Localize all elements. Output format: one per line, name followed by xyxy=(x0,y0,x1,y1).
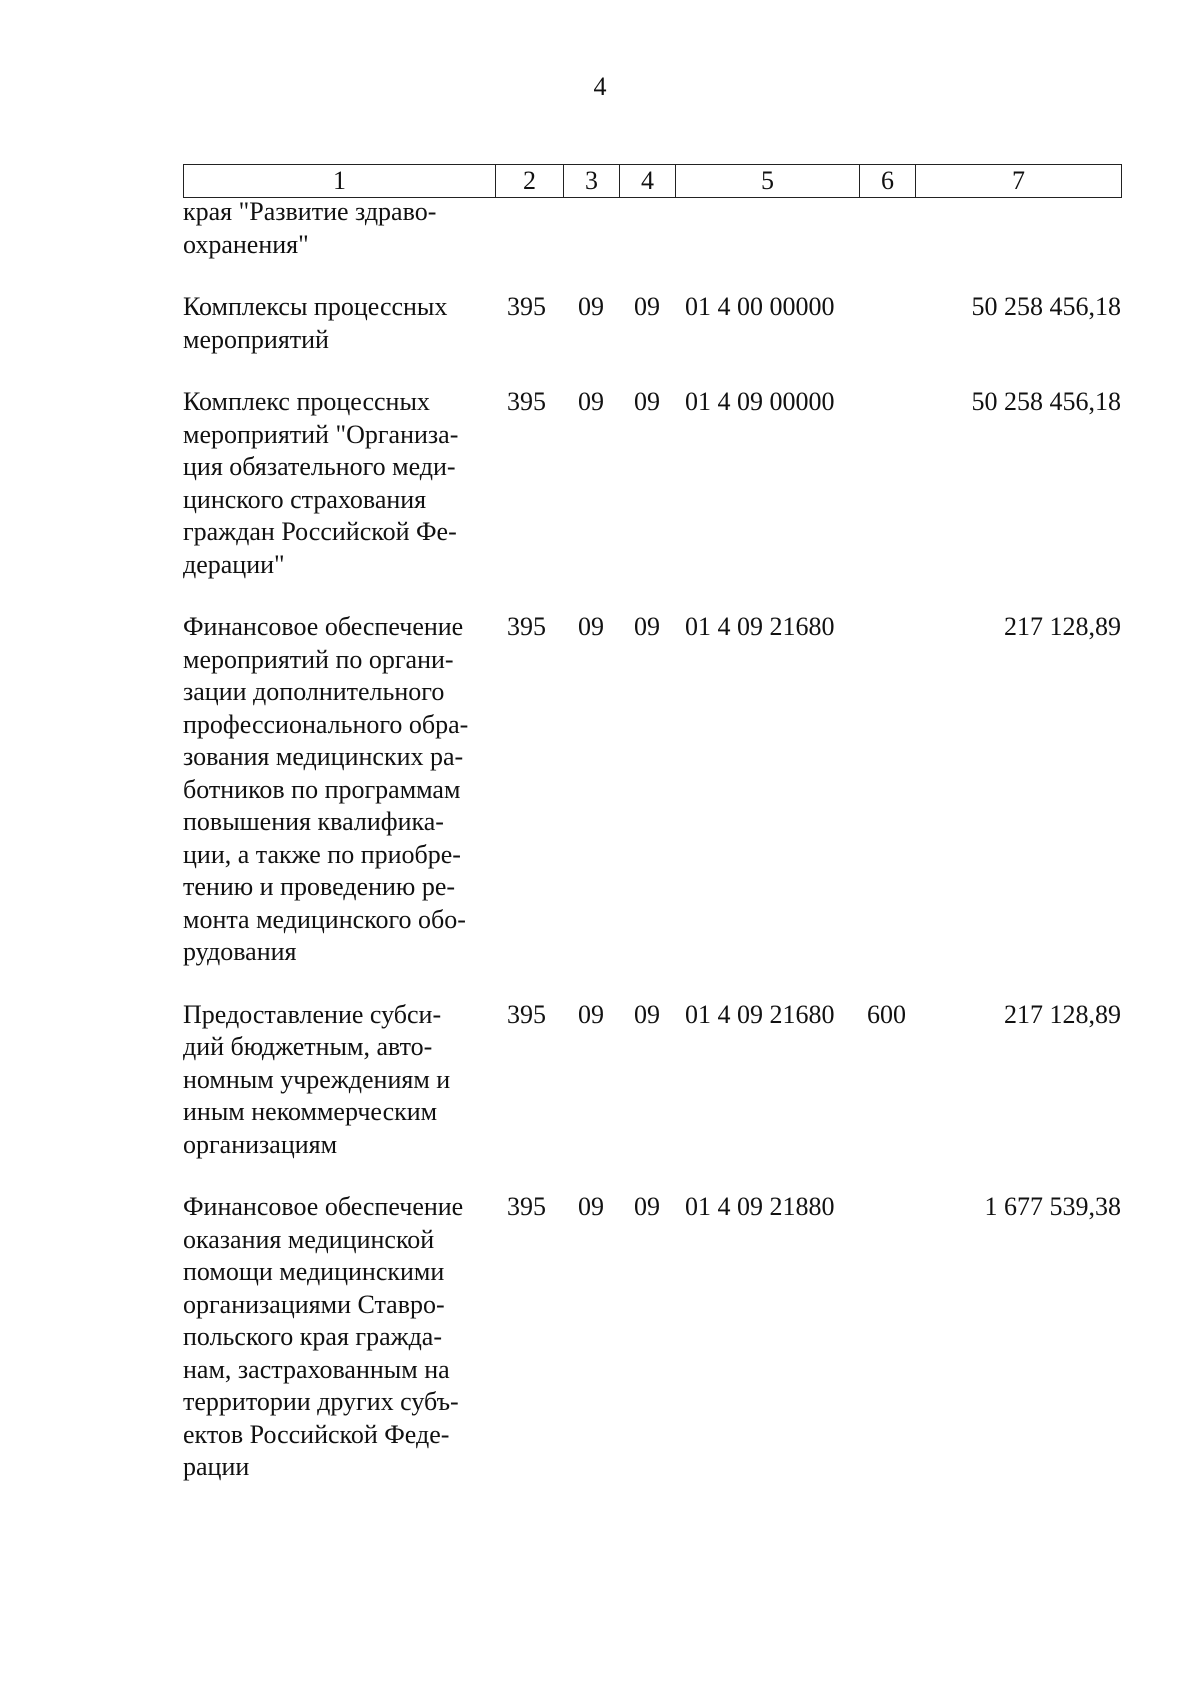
description-line: Финансовое обеспечение xyxy=(183,1192,464,1221)
description-line: профессионального обра- xyxy=(183,709,469,739)
description-line: дий бюджетным, авто- xyxy=(183,1032,433,1061)
description-line: территории других субъ- xyxy=(183,1387,459,1416)
description-line: рации xyxy=(183,1452,250,1481)
cell-amount: 217 128,89 xyxy=(1004,612,1121,641)
cell-amount: 50 258 456,18 xyxy=(971,292,1121,321)
cell-target-article: 01 4 09 00000 xyxy=(685,387,835,416)
table-row xyxy=(183,999,1121,1162)
row-description xyxy=(183,386,495,581)
description-line: мероприятий xyxy=(183,324,329,354)
description-line: ция обязательного меди- xyxy=(183,452,456,481)
description-line: мероприятий по органи- xyxy=(183,644,454,674)
column-header-4: 4 xyxy=(620,165,676,198)
cell-amount xyxy=(915,196,1121,261)
column-header-2: 2 xyxy=(496,165,564,198)
row-description xyxy=(183,999,495,1162)
cell-ministry-code: 395 xyxy=(507,999,546,1029)
cell-section: 09 xyxy=(578,612,604,641)
description-line: Комплекс процессных xyxy=(183,387,430,416)
cell-ministry-code xyxy=(495,196,563,261)
description-line: ции, а также по приобре- xyxy=(183,839,461,869)
description-line: мероприятий "Организа- xyxy=(183,419,459,449)
row-description xyxy=(183,291,495,356)
column-header-3: 3 xyxy=(564,165,620,198)
table-row xyxy=(183,611,1121,969)
row-description xyxy=(183,611,495,969)
description-line: края "Развитие здраво- xyxy=(183,197,437,226)
column-header-6: 6 xyxy=(860,165,916,198)
column-header-row xyxy=(184,165,1122,198)
cell-section: 09 xyxy=(578,1192,604,1221)
cell-expense-type xyxy=(859,196,915,261)
cell-amount: 217 128,89 xyxy=(1004,999,1121,1029)
description-line: Финансовое обеспечение xyxy=(183,612,464,641)
table-body xyxy=(183,196,1121,1484)
description-line: дерации" xyxy=(183,549,285,579)
cell-target-article: 01 4 00 00000 xyxy=(685,292,835,321)
cell-target-article: 01 4 09 21680 xyxy=(685,999,835,1029)
column-header-5: 5 xyxy=(676,165,860,198)
cell-amount: 1 677 539,38 xyxy=(984,1192,1121,1221)
description-line: охранения" xyxy=(183,229,309,259)
cell-ministry-code: 395 xyxy=(507,1192,546,1221)
description-line: организациями Ставро- xyxy=(183,1289,445,1319)
description-line: Предоставление субси- xyxy=(183,999,442,1029)
cell-subsection: 09 xyxy=(634,387,660,416)
cell-expense-type xyxy=(859,386,915,581)
description-line: повышения квалифика- xyxy=(183,807,444,836)
cell-section: 09 xyxy=(578,292,604,321)
cell-ministry-code: 395 xyxy=(507,387,546,416)
description-line: зации дополнительного xyxy=(183,677,445,706)
cell-expense-type xyxy=(859,1191,915,1484)
cell-target-article: 01 4 09 21680 xyxy=(685,612,835,641)
cell-subsection: 09 xyxy=(634,292,660,321)
description-line: номным учреждениям и xyxy=(183,1064,451,1094)
page-number: 4 xyxy=(593,72,607,101)
description-line: польского края гражда- xyxy=(183,1322,442,1351)
cell-section: 09 xyxy=(578,387,604,416)
row-description xyxy=(183,196,495,261)
description-line: граждан Российской Фе- xyxy=(183,517,457,546)
table-row xyxy=(183,291,1121,356)
cell-subsection xyxy=(619,196,675,261)
cell-expense-type xyxy=(859,611,915,969)
cell-subsection: 09 xyxy=(634,999,660,1029)
description-line: иным некоммерческим xyxy=(183,1097,438,1126)
description-line: Комплексы процессных xyxy=(183,292,448,321)
cell-section: 09 xyxy=(578,999,604,1029)
table-row xyxy=(183,196,1121,261)
description-line: организациям xyxy=(183,1129,338,1159)
cell-expense-type xyxy=(859,291,915,356)
description-line: цинского страхования xyxy=(183,484,427,514)
cell-target-article xyxy=(675,196,859,261)
cell-target-article: 01 4 09 21880 xyxy=(685,1192,835,1221)
description-line: помощи медицинскими xyxy=(183,1257,445,1286)
cell-subsection: 09 xyxy=(634,612,660,641)
cell-expense-type: 600 xyxy=(867,999,906,1029)
description-line: зования медицинских ра- xyxy=(183,742,464,771)
cell-amount: 50 258 456,18 xyxy=(971,387,1121,416)
cell-subsection: 09 xyxy=(634,1192,660,1221)
column-header-7: 7 xyxy=(916,165,1122,198)
cell-ministry-code: 395 xyxy=(507,292,546,321)
description-line: нам, застрахованным на xyxy=(183,1354,450,1384)
cell-ministry-code: 395 xyxy=(507,612,546,641)
row-description xyxy=(183,1191,495,1484)
description-line: рудования xyxy=(183,937,297,966)
column-header-1: 1 xyxy=(184,165,496,198)
description-line: ектов Российской Феде- xyxy=(183,1419,450,1449)
description-line: монта медицинского обо- xyxy=(183,904,466,934)
description-line: тению и проведению ре- xyxy=(183,872,456,901)
table-row xyxy=(183,386,1121,581)
cell-section xyxy=(563,196,619,261)
column-header-table xyxy=(183,164,1122,198)
table-row xyxy=(183,1191,1121,1484)
description-line: ботников по программам xyxy=(183,774,461,804)
description-line: оказания медицинской xyxy=(183,1224,435,1254)
